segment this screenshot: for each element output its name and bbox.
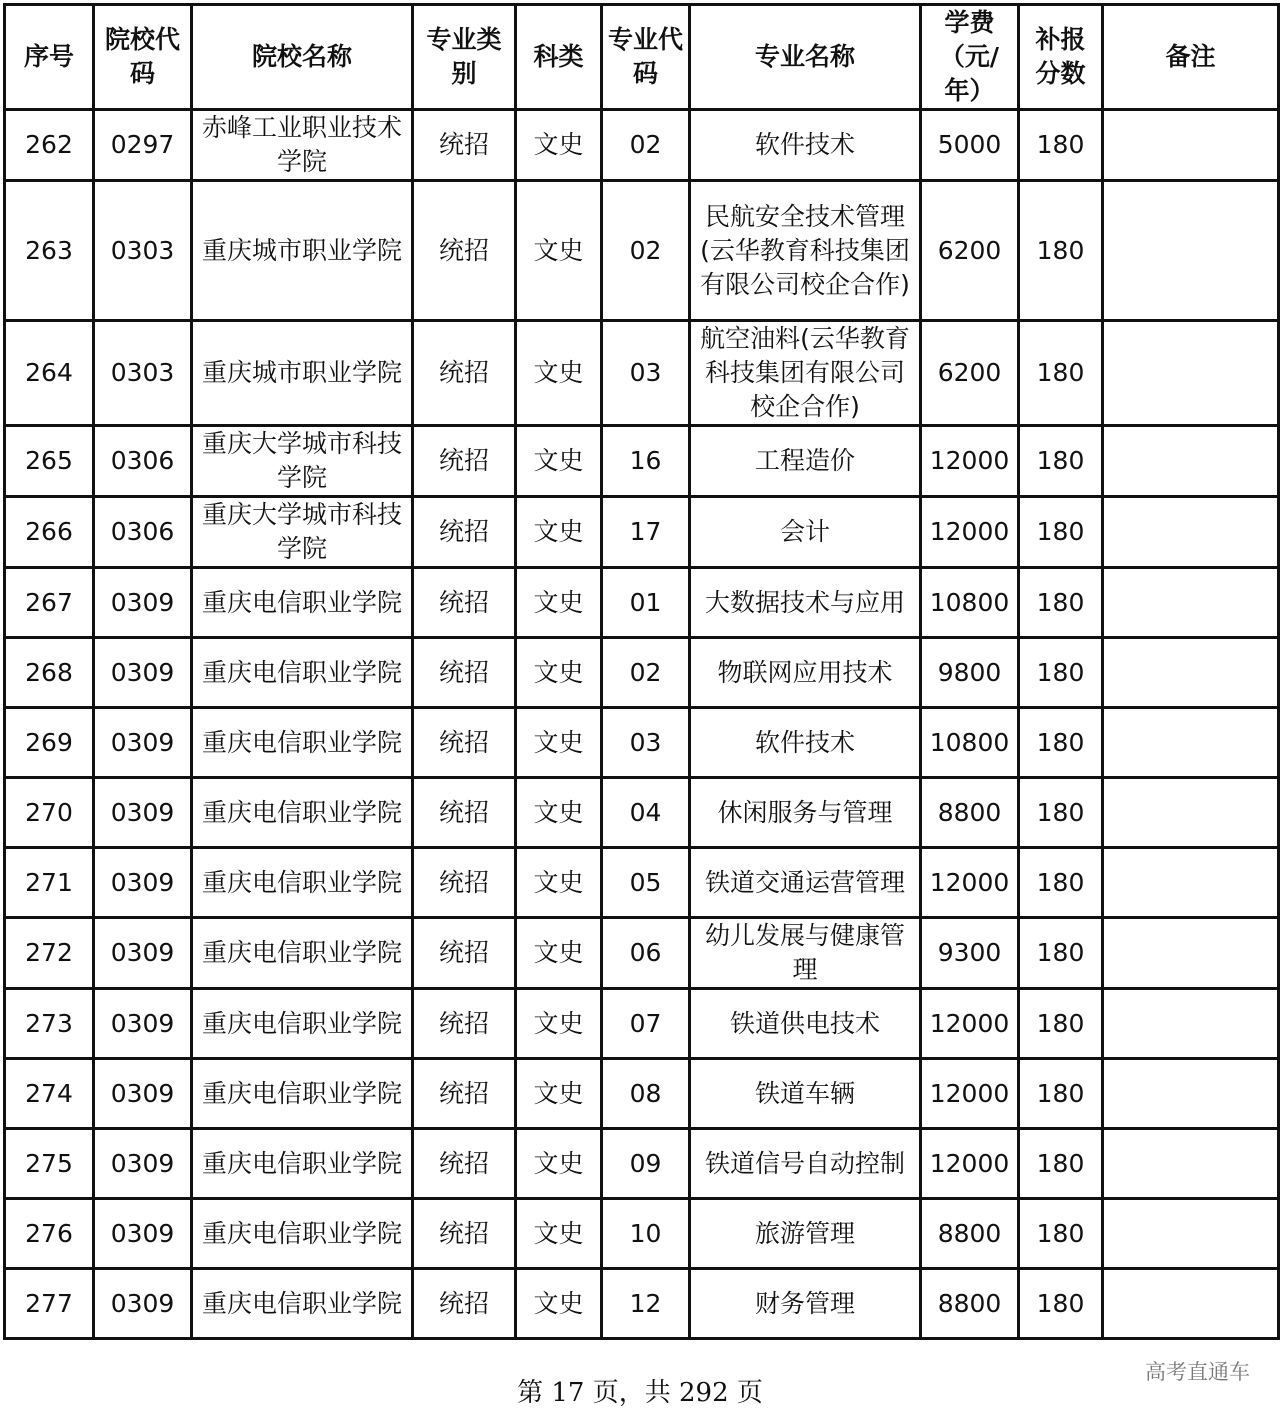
cell-index: 268 [5,638,94,708]
watermark-text: 高考直通车 [1145,1360,1250,1384]
cell-major-code: 04 [602,778,690,848]
cell-tuition: 8800 [921,1269,1019,1339]
cell-tuition: 10800 [921,568,1019,638]
cell-supplement-score: 180 [1019,426,1103,497]
cell-index: 274 [5,1059,94,1129]
header-school-code: 院校代码 [94,5,192,110]
cell-major-name: 铁道供电技术 [690,989,921,1059]
cell-subject-type: 文史 [516,321,602,426]
cell-major-code: 09 [602,1129,690,1199]
cell-subject-type: 文史 [516,708,602,778]
cell-supplement-score: 180 [1019,1129,1103,1199]
cell-school-name: 重庆大学城市科技学院 [192,497,413,568]
cell-remarks [1103,1129,1279,1199]
cell-supplement-score: 180 [1019,497,1103,568]
admissions-table [3,3,1280,1340]
cell-remarks [1103,989,1279,1059]
cell-remarks [1103,708,1279,778]
header-subject-type: 科类 [516,5,602,110]
cell-major-code: 02 [602,638,690,708]
cell-major-name: 航空油料(云华教育科技集团有限公司校企合作) [690,321,921,426]
cell-tuition: 8800 [921,1199,1019,1269]
cell-major-code: 01 [602,568,690,638]
cell-tuition: 8800 [921,778,1019,848]
cell-major-code: 03 [602,321,690,426]
cell-supplement-score: 180 [1019,989,1103,1059]
cell-major-name: 旅游管理 [690,1199,921,1269]
cell-index: 276 [5,1199,94,1269]
header-major-name: 专业名称 [690,5,921,110]
cell-major-code: 10 [602,1199,690,1269]
cell-school-code: 0309 [94,1059,192,1129]
header-remarks: 备注 [1103,5,1279,110]
cell-school-name: 重庆电信职业学院 [192,1129,413,1199]
table-row [5,497,1279,568]
cell-major-category: 统招 [413,568,516,638]
cell-school-name: 重庆电信职业学院 [192,638,413,708]
cell-major-name: 铁道交通运营管理 [690,848,921,918]
cell-index: 264 [5,321,94,426]
table-row [5,568,1279,638]
cell-major-code: 02 [602,181,690,321]
cell-school-code: 0309 [94,1269,192,1339]
cell-major-name: 铁道车辆 [690,1059,921,1129]
cell-remarks [1103,778,1279,848]
cell-remarks [1103,181,1279,321]
cell-index: 275 [5,1129,94,1199]
cell-major-code: 07 [602,989,690,1059]
cell-remarks [1103,110,1279,181]
cell-tuition: 12000 [921,426,1019,497]
cell-tuition: 10800 [921,708,1019,778]
cell-major-code: 06 [602,918,690,989]
cell-supplement-score: 180 [1019,321,1103,426]
header-supplement-score: 补报分数 [1019,5,1103,110]
table-row [5,989,1279,1059]
cell-major-category: 统招 [413,426,516,497]
cell-school-code: 0303 [94,321,192,426]
cell-school-name: 重庆城市职业学院 [192,321,413,426]
table-row [5,1059,1279,1129]
cell-major-name: 大数据技术与应用 [690,568,921,638]
cell-major-code: 12 [602,1269,690,1339]
cell-remarks [1103,321,1279,426]
cell-major-name: 会计 [690,497,921,568]
cell-supplement-score: 180 [1019,708,1103,778]
cell-major-code: 17 [602,497,690,568]
cell-school-code: 0306 [94,497,192,568]
cell-school-code: 0309 [94,638,192,708]
cell-supplement-score: 180 [1019,1269,1103,1339]
cell-subject-type: 文史 [516,110,602,181]
header-index: 序号 [5,5,94,110]
cell-school-name: 重庆电信职业学院 [192,708,413,778]
cell-school-code: 0309 [94,1129,192,1199]
cell-major-name: 铁道信号自动控制 [690,1129,921,1199]
cell-supplement-score: 180 [1019,1199,1103,1269]
cell-index: 267 [5,568,94,638]
cell-school-name: 重庆电信职业学院 [192,568,413,638]
table-row [5,110,1279,181]
cell-index: 273 [5,989,94,1059]
cell-index: 269 [5,708,94,778]
cell-school-code: 0309 [94,989,192,1059]
cell-tuition: 9800 [921,638,1019,708]
table-row [5,1269,1279,1339]
cell-remarks [1103,1199,1279,1269]
cell-major-category: 统招 [413,110,516,181]
table-row [5,848,1279,918]
cell-supplement-score: 180 [1019,918,1103,989]
table-row [5,1129,1279,1199]
cell-major-category: 统招 [413,989,516,1059]
cell-major-category: 统招 [413,1129,516,1199]
cell-supplement-score: 180 [1019,181,1103,321]
table-row [5,321,1279,426]
cell-school-code: 0309 [94,778,192,848]
table-row [5,708,1279,778]
cell-major-code: 02 [602,110,690,181]
cell-subject-type: 文史 [516,1059,602,1129]
cell-index: 277 [5,1269,94,1339]
cell-tuition: 5000 [921,110,1019,181]
header-major-code: 专业代码 [602,5,690,110]
cell-major-name: 休闲服务与管理 [690,778,921,848]
cell-major-category: 统招 [413,1059,516,1129]
cell-supplement-score: 180 [1019,110,1103,181]
cell-school-name: 重庆电信职业学院 [192,1059,413,1129]
table-row [5,1199,1279,1269]
cell-tuition: 6200 [921,181,1019,321]
cell-major-name: 财务管理 [690,1269,921,1339]
cell-major-code: 16 [602,426,690,497]
header-tuition: 学费（元/年） [921,5,1019,110]
cell-supplement-score: 180 [1019,1059,1103,1129]
cell-subject-type: 文史 [516,426,602,497]
cell-major-name: 物联网应用技术 [690,638,921,708]
cell-major-category: 统招 [413,848,516,918]
cell-school-name: 重庆城市职业学院 [192,181,413,321]
cell-subject-type: 文史 [516,1129,602,1199]
table-row [5,426,1279,497]
cell-subject-type: 文史 [516,638,602,708]
cell-tuition: 9300 [921,918,1019,989]
table-row [5,638,1279,708]
cell-remarks [1103,848,1279,918]
cell-major-code: 03 [602,708,690,778]
cell-tuition: 12000 [921,989,1019,1059]
table-row [5,778,1279,848]
cell-major-name: 软件技术 [690,110,921,181]
cell-index: 270 [5,778,94,848]
cell-major-code: 08 [602,1059,690,1129]
cell-tuition: 12000 [921,1129,1019,1199]
cell-major-code: 05 [602,848,690,918]
cell-index: 271 [5,848,94,918]
cell-school-name: 重庆电信职业学院 [192,1269,413,1339]
cell-school-name: 重庆大学城市科技学院 [192,426,413,497]
cell-supplement-score: 180 [1019,638,1103,708]
cell-major-category: 统招 [413,1269,516,1339]
cell-subject-type: 文史 [516,989,602,1059]
cell-major-category: 统招 [413,778,516,848]
cell-remarks [1103,638,1279,708]
cell-school-code: 0309 [94,1199,192,1269]
cell-major-category: 统招 [413,918,516,989]
cell-subject-type: 文史 [516,181,602,321]
cell-major-category: 统招 [413,708,516,778]
table-row [5,181,1279,321]
cell-index: 272 [5,918,94,989]
cell-school-code: 0309 [94,568,192,638]
cell-major-category: 统招 [413,638,516,708]
cell-school-code: 0309 [94,848,192,918]
cell-major-category: 统招 [413,181,516,321]
cell-remarks [1103,426,1279,497]
table-row [5,918,1279,989]
cell-school-name: 重庆电信职业学院 [192,989,413,1059]
cell-school-name: 重庆电信职业学院 [192,848,413,918]
cell-major-name: 软件技术 [690,708,921,778]
cell-subject-type: 文史 [516,918,602,989]
cell-major-category: 统招 [413,321,516,426]
cell-major-category: 统招 [413,497,516,568]
cell-school-code: 0303 [94,181,192,321]
cell-index: 262 [5,110,94,181]
header-row [5,5,1279,110]
cell-tuition: 12000 [921,497,1019,568]
cell-major-name: 民航安全技术管理(云华教育科技集团有限公司校企合作) [690,181,921,321]
cell-remarks [1103,497,1279,568]
cell-school-code: 0297 [94,110,192,181]
page-number-footer: 第 17 页，共 292 页 [517,1378,763,1408]
cell-school-name: 赤峰工业职业技术学院 [192,110,413,181]
cell-supplement-score: 180 [1019,778,1103,848]
cell-major-name: 工程造价 [690,426,921,497]
header-major-category: 专业类别 [413,5,516,110]
cell-remarks [1103,568,1279,638]
cell-supplement-score: 180 [1019,848,1103,918]
cell-supplement-score: 180 [1019,568,1103,638]
cell-tuition: 12000 [921,848,1019,918]
cell-tuition: 12000 [921,1059,1019,1129]
cell-school-name: 重庆电信职业学院 [192,918,413,989]
cell-subject-type: 文史 [516,1199,602,1269]
cell-major-category: 统招 [413,1199,516,1269]
cell-school-code: 0306 [94,426,192,497]
cell-tuition: 6200 [921,321,1019,426]
cell-subject-type: 文史 [516,568,602,638]
cell-remarks [1103,918,1279,989]
cell-remarks [1103,1269,1279,1339]
cell-school-name: 重庆电信职业学院 [192,778,413,848]
cell-major-name: 幼儿发展与健康管理 [690,918,921,989]
cell-index: 265 [5,426,94,497]
cell-subject-type: 文史 [516,1269,602,1339]
cell-school-code: 0309 [94,708,192,778]
cell-school-code: 0309 [94,918,192,989]
cell-index: 266 [5,497,94,568]
cell-school-name: 重庆电信职业学院 [192,1199,413,1269]
cell-subject-type: 文史 [516,497,602,568]
cell-remarks [1103,1059,1279,1129]
cell-index: 263 [5,181,94,321]
header-school-name: 院校名称 [192,5,413,110]
cell-subject-type: 文史 [516,778,602,848]
cell-subject-type: 文史 [516,848,602,918]
